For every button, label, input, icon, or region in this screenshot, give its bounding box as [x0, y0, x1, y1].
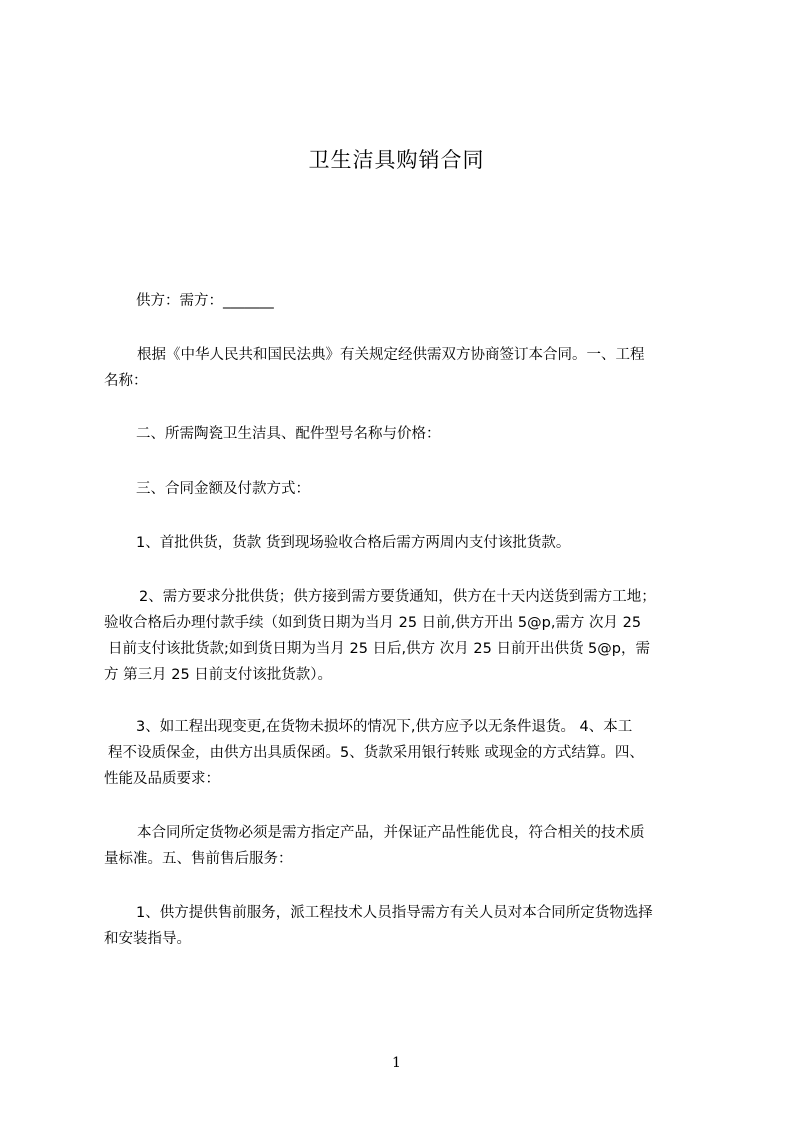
service-line-2: 和安装指导。: [104, 931, 191, 947]
clause-3-3-line-1: 3、如工程出现变更,在货物未损坏的情况下,供方应予以无条件退货。 4、本工: [136, 719, 633, 735]
quality-line-2: 量标准。五、售前售后服务：: [104, 851, 293, 867]
section-3-heading: 三、合同金额及付款方式：: [136, 481, 310, 497]
quality-line-1: 本合同所定货物必须是需方指定产品，并保证产品性能优良，符合相关的技术质: [137, 825, 645, 841]
page-number: 1: [392, 1055, 401, 1071]
clause-3-3-line-2: 程不设质保金，由供方出具质保函。5、货款采用银行转账 或现金的方式结算。四、: [108, 745, 644, 761]
section-2-heading: 二、所需陶瓷卫生洁具、配件型号名称与价格：: [136, 426, 441, 442]
clause-3-2-line-2: 验收合格后办理付款手续（如到货日期为当月 25 日前,供方开出 5@p,需方 次月 25: [104, 615, 642, 631]
document-title: 卫生洁具购销合同: [308, 148, 485, 172]
clause-3-2-line-4: 方 第三月 25 日前支付该批货款）。: [104, 667, 333, 683]
clause-3-1: 1、首批供货，货款 货到现场验收合格后需方两周内支付该批货款。: [136, 535, 571, 551]
preamble-line-1: 根据《中华人民共和国民法典》有关规定经供需双方协商签订本合同。一、工程: [137, 347, 645, 363]
service-line-1: 1、供方提供售前服务，派工程技术人员指导需方有关人员对本合同所定货物选择: [136, 905, 653, 921]
clause-3-2-line-1: 2、需方要求分批供货；供方接到需方要货通知，供方在十天内送货到需方工地；: [139, 589, 656, 605]
preamble-line-2: 名称：: [104, 373, 148, 389]
clause-3-2-line-3: 日前支付该批货款;如到货日期为当月 25 日后,供方 次月 25 日前开出供货 5@p，需: [108, 641, 650, 657]
clause-3-3-line-3: 性能及品质要求：: [104, 771, 220, 787]
parties-line: 供方：需方：_______: [136, 293, 274, 309]
